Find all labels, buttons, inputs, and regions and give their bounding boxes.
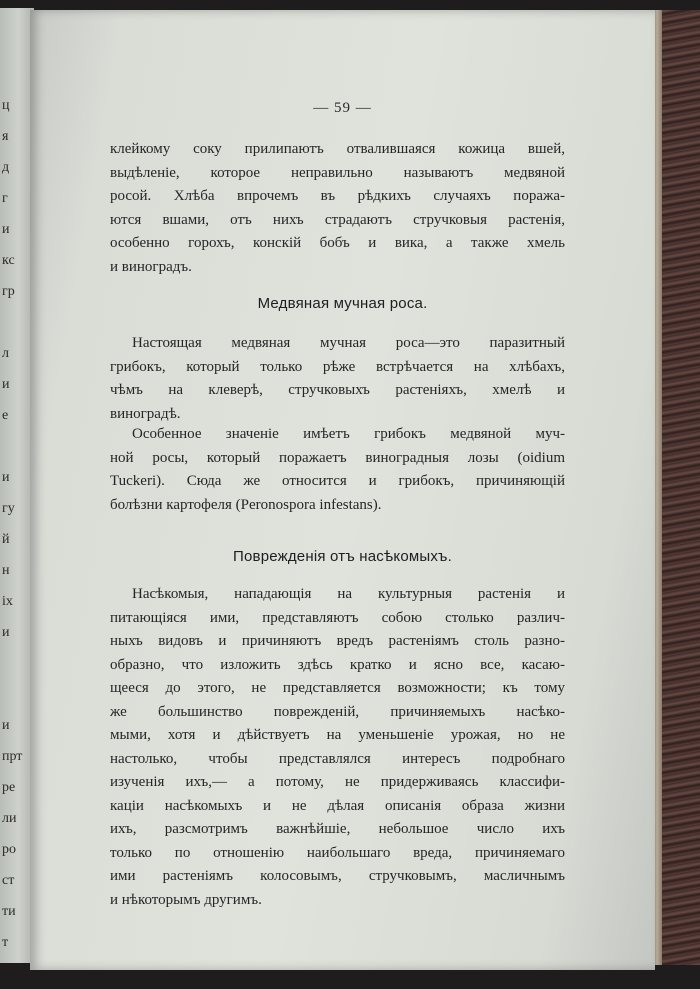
text-line: ной росы, который поражаетъ виноградныя лозы (oidium [110,449,565,466]
text-line: ются вшами, отъ нихъ страдаютъ стручковыя растенія, [110,211,565,228]
text-line: ими растеніямъ колосовымъ, стручковымъ, масличнымъ [110,868,565,884]
left-page-fragment: л [2,346,9,361]
text-line: виноградѣ. [110,405,181,422]
left-page-fragment: и [2,470,10,485]
left-page-fragment: ти [2,904,16,919]
text-line: образно, что изложить здѣсь кратко и ясно все, касаю- [110,656,565,673]
left-page-fragment: ц [2,98,10,113]
left-page-fragment: іх [2,594,13,609]
text-line: ныхъ видовъ и причиняютъ вредъ растеніямъ столь разно- [110,633,565,649]
heading-insect-damage: Поврежденія отъ насѣкомыхъ. [233,548,452,565]
paragraph-intro [110,138,565,279]
left-page-fragment: ро [2,842,16,857]
left-page-fragment: и [2,222,10,237]
left-page-fragment: и [2,718,10,733]
text-line: питающіяся ими, представляютъ собою столько различ- [110,609,565,626]
heading-honeydew: Медвяная мучная роса. [257,295,428,312]
left-page-fragment: ст [2,873,15,888]
left-page-fragment: ре [2,780,16,795]
text-line: грибокъ, который только рѣже встрѣчается на хлѣбахъ, [110,358,565,375]
text-line: изученія ихъ,— а потому, не придерживаясь классифи- [110,774,565,790]
text-line: и нѣкоторымъ другимъ. [110,891,262,908]
left-page-fragment: гу [2,501,15,516]
page-number: — 59 — [313,100,372,116]
text-line: настолько, чтобы представлялся интересъ подробнаго [110,750,565,767]
left-page-fragment: й [2,532,10,547]
left-page-fragment: кс [2,253,15,268]
left-page-fragment: ли [2,811,17,826]
text-line: мыми, хотя и дѣйствуетъ на уменьшеніе урожая, но не [110,727,565,743]
left-page-fragment: гр [2,284,15,299]
left-page-fragment: е [2,408,9,423]
left-page-fragment: г [2,191,8,206]
left-page-fragment: и [2,377,10,392]
left-page-fragment: д [2,160,10,175]
text-line: только по отношенію наибольшаго вреда, причиняемаго [110,844,565,861]
paragraph-honeydew [110,332,565,426]
text-line: выдѣленіе, которое неправильно называютъ медвяной [110,164,565,181]
paragraph-insects [110,583,565,912]
text-line: ихъ, разсмотримъ важнѣйшіе, небольшое число ихъ [110,821,565,837]
text-line: Насѣкомыя, нападающія на культурныя растенія и [132,586,565,602]
left-page-fragment: т [2,935,9,950]
book-cover-edge [652,10,700,965]
text-line: росой. Хлѣба впрочемъ въ рѣдкихъ случаяхъ поража- [110,188,565,204]
book-page [30,10,655,970]
text-line: болѣзни картофеля (Peronospora infestans). [110,496,382,513]
left-page-fragment: я [2,129,9,144]
left-page-fragment: н [2,563,10,578]
left-page-edge [0,8,34,963]
left-page-fragment: прт [2,749,23,764]
text-line: чѣмъ на клеверѣ, стручковыхъ растеніяхъ, хмелѣ и [110,382,565,398]
paragraph-oidium [110,423,565,517]
text-line: особенно горохъ, конскій бобъ и вика, а также хмель [110,235,565,251]
text-line: клейкому соку прилипаютъ отвалившаяся кожица вшей, [110,141,565,157]
text-line: каціи насѣкомыхъ и не дѣлая описанія образа жизни [110,797,565,814]
text-line: Настоящая медвяная мучная роса—это паразитный [132,335,565,351]
text-line: Tuckeri). Сюда же относится и грибокъ, причиняющій [110,473,565,489]
text-line: и виноградъ. [110,258,192,275]
text-line: же большинство поврежденій, причиняемыхъ насѣко- [110,703,565,720]
text-line: щееся до этого, не представляется возможности; къ тому [110,680,565,696]
left-page-fragment: и [2,625,10,640]
text-line: Особенное значеніе имѣетъ грибокъ медвяной муч- [132,426,565,442]
